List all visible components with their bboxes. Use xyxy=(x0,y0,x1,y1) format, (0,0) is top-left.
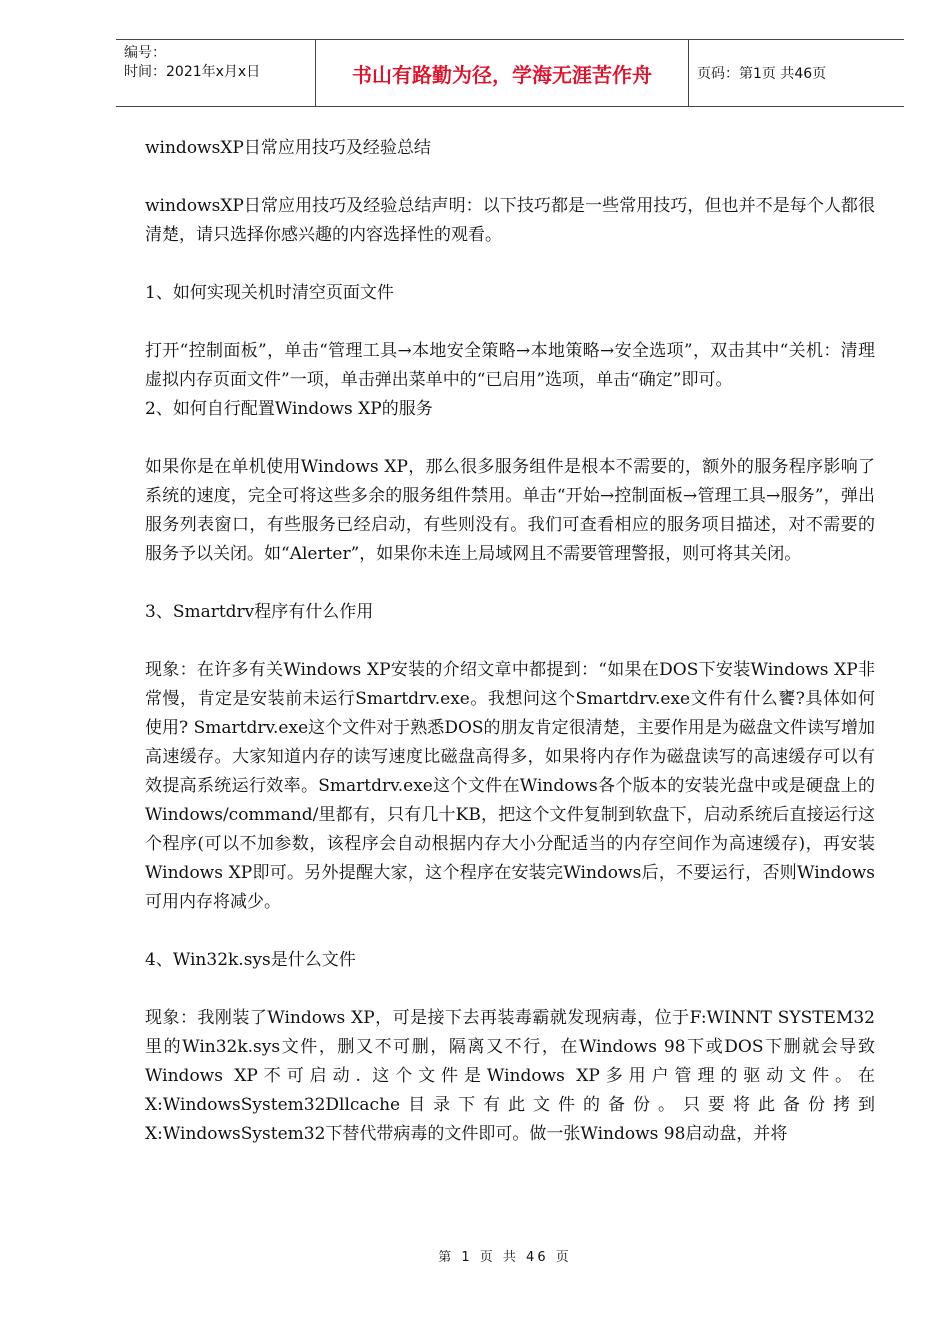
page-footer: 第 1 页 共 46 页 xyxy=(438,1250,572,1265)
header-meta xyxy=(116,40,315,106)
section-heading: 1、如何实现关机时清空页面文件 xyxy=(145,283,394,303)
header-page-info: 页码：第1页 共46页 xyxy=(697,66,827,82)
header-number-label: 编号： xyxy=(124,45,166,61)
section-heading: 3、Smartdrv程序有什么作用 xyxy=(145,602,374,622)
section-heading: 2、如何自行配置Windows XP的服务 xyxy=(145,399,433,419)
section-body: 打开“控制面板”，单击“管理工具→本地安全策略→本地策略→安全选项”，双击其中“关机：清理虚拟内存页面文件”一项，单击弹出菜单中的“已启用”选项，单击“确定”即可。 xyxy=(145,341,875,390)
section-body: 现象：在许多有关Windows XP安装的介绍文章中都提到：“如果在DOS下安装Windows XP非常慢，肯定是安装前未运行Smartdrv.exe。我想问这个Smartdrv.exe文件有什么饔?具体如何使用? Smartdrv.exe这个文件对于熟悉DOS的朋友肯定很清楚，主要作用是为磁盘文件读写增加高速缓存。大家知道内存的读写速度比磁盘高得多，如果将内存作为磁盘读写的高速缓存可以有效提高系统运行效率。Smartdrv.exe这个文件在Windows各个版本的安装光盘中或是硬盘上的Windows/command/里都有，只有几十KB，把这个文件复制到软盘下，启动系统后直接运行这个程序(可以不加参数，该程序会自动根据内存大小分配适当的内存空间作为高速缓存)，再安装Windows XP即可。另外提醒大家，这个程序在安装完Windows后，不要运行，否则Windows可用内存将减少。 xyxy=(145,660,875,912)
document-intro: windowsXP日常应用技巧及经验总结声明：以下技巧都是一些常用技巧，但也并不是每个人都很清楚，请只选择你感兴趣的内容选择性的观看。 xyxy=(145,196,875,245)
document-body xyxy=(145,134,875,1149)
page-header xyxy=(116,39,904,107)
header-motto: 书山有路勤为径，学海无涯苦作舟 xyxy=(315,40,689,106)
header-time-label: 时间：2021年x月x日 xyxy=(124,64,261,80)
section-body: 现象：我刚装了Windows XP，可是接下去再装毒霸就发现病毒，位于F:WINNT SYSTEM32里的Win32k.sys文件，删又不可删，隔离又不行，在Windows 98下或DOS下删就会导致Windows XP不可启动. 这个文件是Windows XP多用户管理的驱动文件。在X:WindowsSystem32Dllcache目录下有此文件的备份。只要将此备份拷到X:WindowsSystem32下替代带病毒的文件即可。做一张Windows 98启动盘，并将 xyxy=(145,1008,875,1144)
section-heading: 4、Win32k.sys是什么文件 xyxy=(145,950,356,970)
document-title: windowsXP日常应用技巧及经验总结 xyxy=(145,138,431,158)
section-body: 如果你是在单机使用Windows XP，那么很多服务组件是根本不需要的，额外的服务程序影响了系统的速度，完全可将这些多余的服务组件禁用。单击“开始→控制面板→管理工具→服务”，弹出服务列表窗口，有些服务已经启动，有些则没有。我们可查看相应的服务项目描述，对不需要的服务予以关闭。如“Alerter”，如果你未连上局域网且不需要管理警报，则可将其关闭。 xyxy=(145,457,875,564)
